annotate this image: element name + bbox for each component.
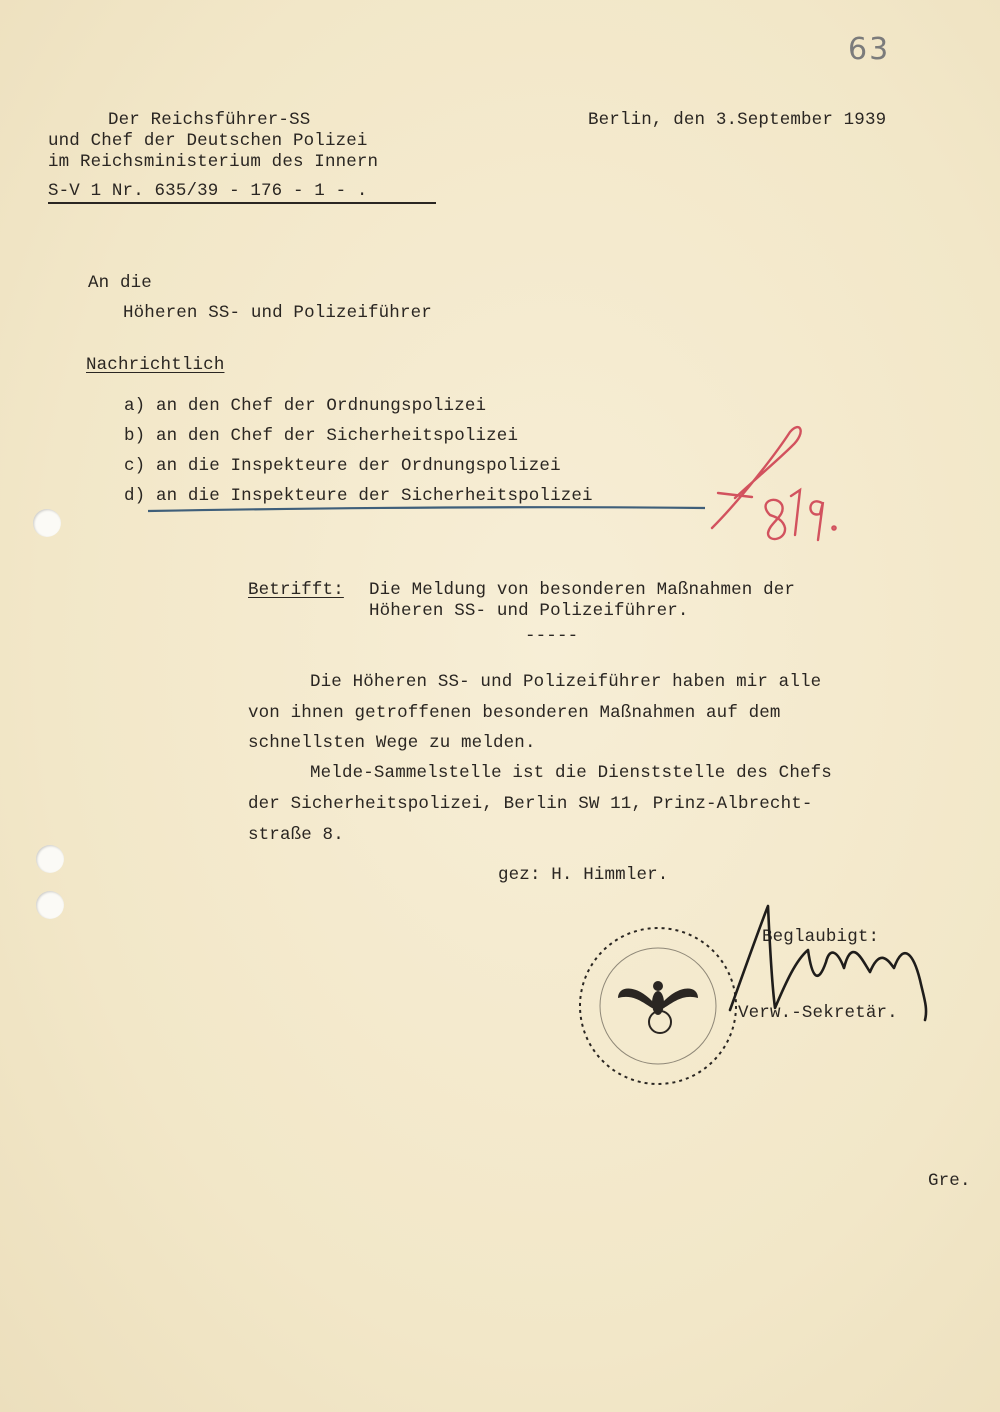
handwritten-signature [730, 906, 926, 1020]
body-line-3: schnellsten Wege zu melden. [248, 733, 536, 753]
subject-line-1: Die Meldung von besonderen Maßnahmen der [369, 580, 796, 600]
recipient-line-2: Höheren SS- und Polizeiführer [123, 303, 432, 323]
recipient-line-1: An die [88, 273, 152, 293]
subject-line-2: Höheren SS- und Polizeiführer. [369, 601, 689, 621]
signed-by: gez: H. Himmler. [498, 865, 669, 885]
sender-line-1: Der Reichsführer-SS [108, 110, 311, 130]
copies-item-a: a) an den Chef der Ordnungspolizei [124, 396, 487, 416]
body-line-5: der Sicherheitspolizei, Berlin SW 11, Prinz-Albrecht- [248, 794, 813, 814]
document-date: Berlin, den 3.September 1939 [588, 110, 887, 130]
subject-separator: ----- [525, 626, 579, 646]
copies-item-c: c) an die Inspekteure der Ordnungspolizei [124, 456, 561, 476]
body-line-1: Die Höheren SS- und Polizeiführer haben mir alle [310, 672, 822, 692]
red-handwritten-note [712, 427, 836, 540]
copies-item-d: d) an die Inspekteure der Sicherheitspolizei [124, 486, 593, 506]
copies-heading: Nachrichtlich [86, 355, 225, 375]
subject-label: Betrifft: [248, 580, 344, 600]
blue-pencil-underline [148, 507, 705, 511]
sender-line-3: im Reichsministerium des Innern [48, 152, 379, 172]
body-line-2: von ihnen getroffenen besonderen Maßnahmen auf dem [248, 703, 781, 723]
folio-number: 63 [848, 32, 891, 67]
typist-initials: Gre. [928, 1171, 971, 1191]
copies-item-b: b) an den Chef der Sicherheitspolizei [124, 426, 519, 446]
official-title: Verw.-Sekretär. [738, 1003, 898, 1023]
sender-line-2: und Chef der Deutschen Polizei [48, 131, 368, 151]
reference-number: S-V 1 Nr. 635/39 - 176 - 1 - . [48, 181, 368, 201]
body-line-4: Melde-Sammelstelle ist die Dienststelle des Chefs [310, 763, 832, 783]
body-line-6: straße 8. [248, 825, 344, 845]
certified-label: Beglaubigt: [762, 927, 880, 947]
official-stamp [580, 928, 736, 1084]
